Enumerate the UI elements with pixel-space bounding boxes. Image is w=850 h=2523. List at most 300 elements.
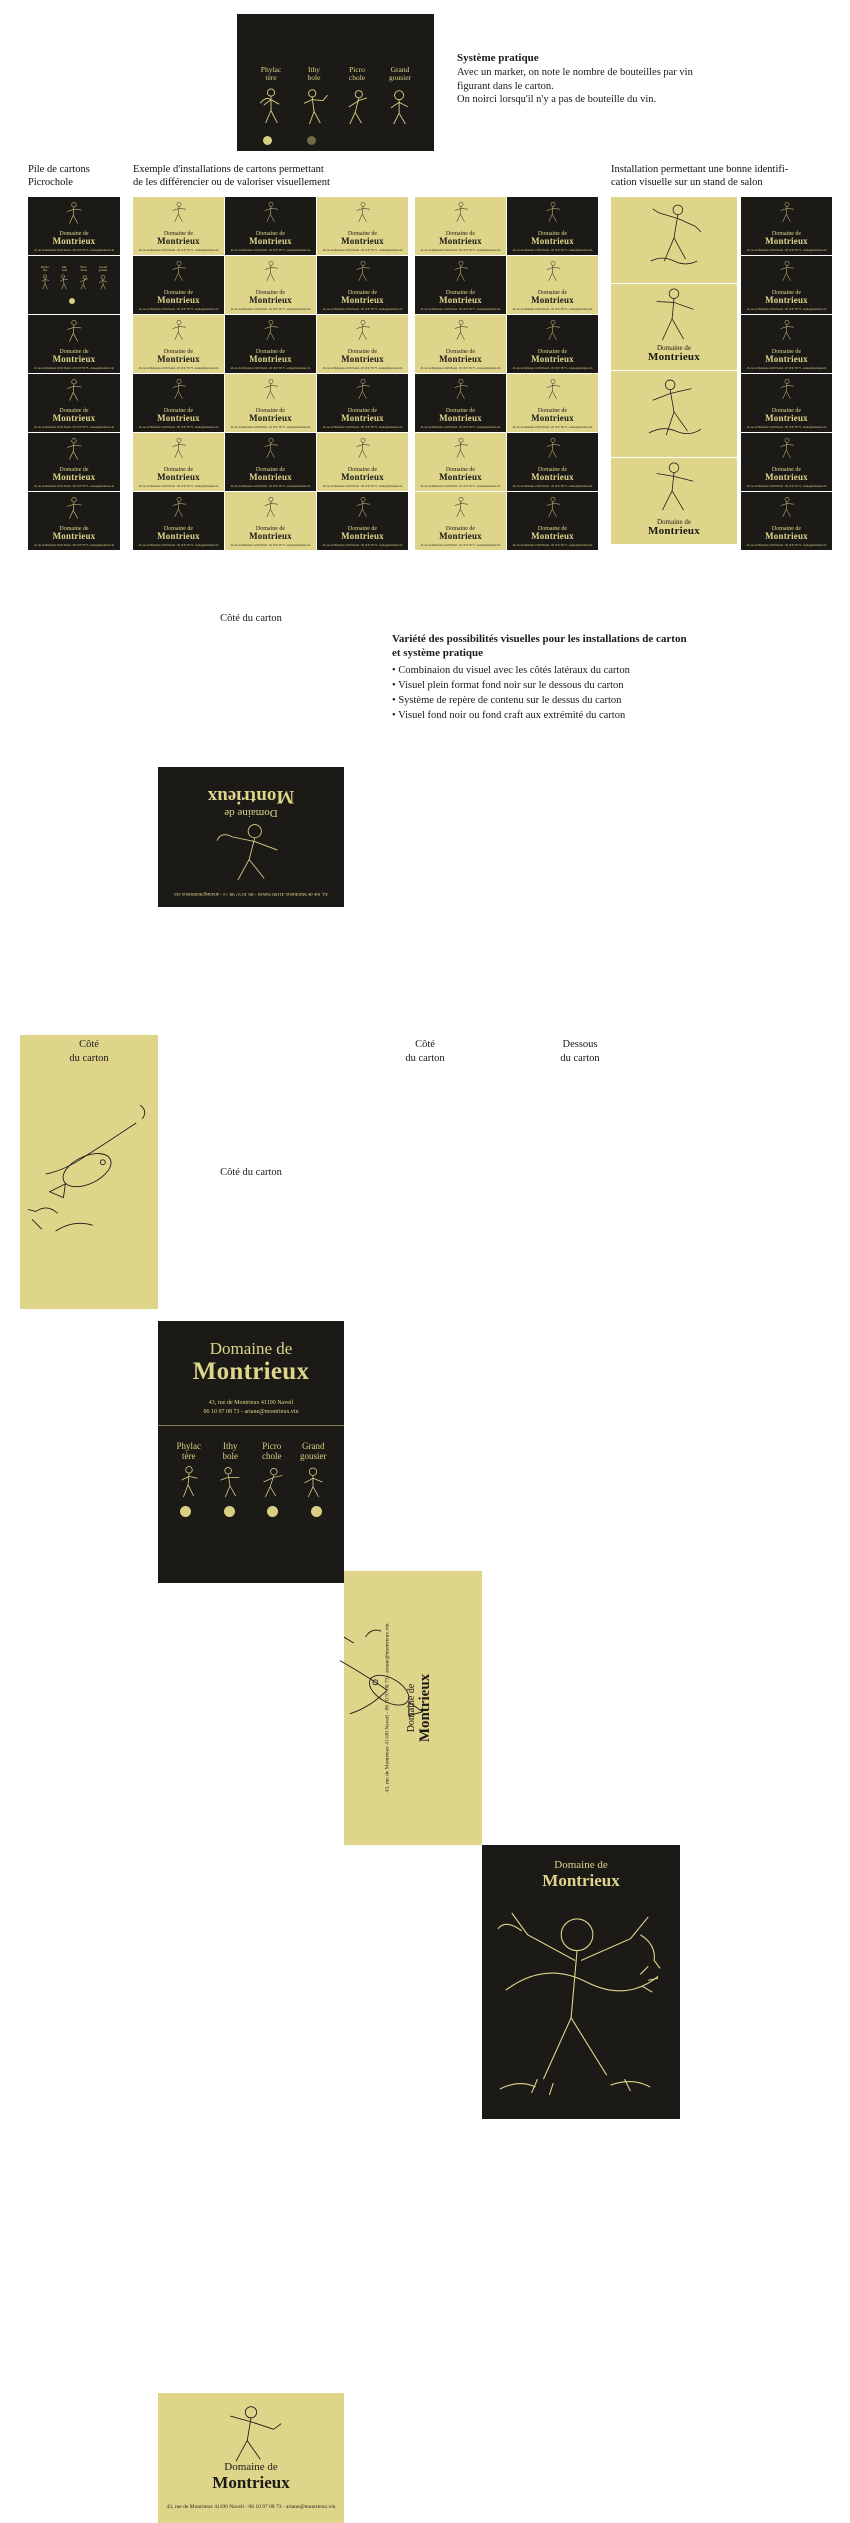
engraving-figure-icon — [165, 318, 193, 347]
cuvee-name-line2: gousier — [98, 268, 108, 273]
brand-prefix: Domaine de — [656, 518, 691, 527]
cuvee-item — [94, 266, 112, 296]
label-line2: du carton — [405, 1052, 445, 1064]
brand-name: Montrieux — [531, 236, 574, 247]
carton-address: 43, rue de Montrieux 41100 Naveil - 06 10 97 08 73 - ariane@montrieux.vin — [230, 484, 311, 488]
carton-address: 43, rue de Montrieux 41100 Naveil - 06 10 97 08 73 - ariane@montrieux.vin — [420, 425, 501, 429]
cuvee-item — [55, 266, 73, 296]
fill-dot[interactable] — [224, 1506, 235, 1517]
brand-prefix: Domaine de — [347, 467, 378, 474]
brand-prefix: Domaine de — [771, 349, 802, 356]
engraving-figure-icon — [256, 1464, 288, 1500]
carton-brand — [133, 526, 224, 542]
engraving-figure-icon — [349, 377, 377, 406]
carton-address: 43, rue de Montrieux 41100 Naveil - 06 10 97 08 73 - ariane@montrieux.vin — [166, 2503, 336, 2510]
carton-grid-b — [415, 197, 598, 550]
carton-brand — [415, 467, 506, 483]
carton-tile — [317, 256, 408, 314]
engraving-figure-icon — [297, 1464, 329, 1500]
carton-tile — [225, 256, 316, 314]
engraving-figure-icon — [539, 495, 567, 524]
fill-dot[interactable] — [267, 1506, 278, 1517]
carton-large-tile — [611, 197, 737, 283]
cuvee-item — [251, 1441, 293, 1500]
brand-name: Montrieux — [157, 295, 200, 306]
label-line2: du carton — [69, 1052, 109, 1064]
brand-name: Montrieux — [341, 354, 384, 365]
carton-address: 43, rue de Montrieux 41100 Naveil - 06 10 97 08 73 - ariane@montrieux.vin — [230, 366, 311, 370]
carton-side-panel-mid — [344, 1571, 482, 1845]
cuvee-item — [293, 1441, 335, 1500]
cuvee-name-line2: chole — [348, 73, 366, 82]
cuvee-item — [294, 66, 334, 127]
engraving-figure-icon — [349, 259, 377, 288]
brand-prefix: Domaine de — [255, 349, 286, 356]
carton-address: 43, rue de Montrieux 41100 Naveil - 06 10 97 08 73 - ariane@montrieux.vin — [230, 307, 311, 311]
brand-name: Montrieux — [439, 413, 482, 424]
brand-prefix: Domaine de — [445, 526, 476, 533]
engraving-figure-icon — [257, 377, 285, 406]
carton-brand — [28, 467, 120, 483]
installation-craft-column — [611, 197, 737, 544]
carton-tile — [507, 492, 598, 550]
carton-brand — [507, 290, 598, 306]
brand-name: Montrieux — [249, 236, 292, 247]
brand-prefix: Domaine de — [445, 290, 476, 297]
carton-brand — [133, 290, 224, 306]
engraving-figure-icon — [257, 436, 285, 465]
carton-address: 43, rue de Montrieux 41100 Naveil - 06 10 97 08 73 - ariane@montrieux.vin — [138, 248, 219, 252]
engraving-figure-icon — [539, 259, 567, 288]
carton-brand — [158, 2461, 344, 2493]
engraving-figure-icon — [257, 495, 285, 524]
carton-address: 43, rue de Montrieux 41100 Naveil - 06 10 97 08 73 - ariane@montrieux.vin — [230, 543, 311, 547]
carton-tile — [507, 433, 598, 491]
carton-front — [28, 374, 120, 432]
engraving-figure-icon — [56, 273, 72, 291]
carton-tile — [133, 197, 224, 255]
carton-tile — [415, 433, 506, 491]
carton-brand — [158, 1339, 344, 1385]
carton-brand — [507, 467, 598, 483]
carton-front — [28, 492, 120, 550]
brand-name: Montrieux — [52, 413, 96, 424]
brand-name: Montrieux — [249, 295, 292, 306]
carton-address: 43, rue de Montrieux 41100 Naveil - 06 10 97 08 73 - ariane@montrieux.vin — [230, 248, 311, 252]
brand-prefix: Domaine de — [59, 408, 89, 415]
carton-bottom-panel — [482, 1845, 680, 2119]
carton-address: 43, rue de Montrieux 41100 Naveil - 06 10 97 08 73 - ariane@montrieux.vin — [512, 543, 593, 547]
engraving-figure-icon — [645, 460, 703, 519]
brand-prefix: Domaine de — [771, 231, 802, 238]
brand-name: Montrieux — [439, 531, 482, 542]
carton-side-panel-left — [20, 1035, 158, 1309]
label-installation-salon — [611, 163, 841, 189]
brand-name: Montrieux — [531, 531, 574, 542]
engraving-figure-icon — [349, 318, 377, 347]
engraving-figure-icon — [773, 259, 801, 288]
carton-tile — [225, 492, 316, 550]
engraving-figure-icon — [447, 377, 475, 406]
cuvee-item — [36, 266, 54, 296]
carton-brand — [611, 345, 737, 364]
brand-prefix: Domaine de — [445, 467, 476, 474]
brand-prefix: Domaine de — [537, 290, 568, 297]
label-cote-du-carton-bottom: Côté du carton — [220, 1167, 282, 1178]
carton-brand — [317, 290, 408, 306]
cuvee-name-line1: Phylac — [176, 1441, 201, 1451]
brand-name: Montrieux — [52, 236, 96, 247]
brand-name: Montrieux — [439, 236, 482, 247]
carton-address: 43, rue de Montrieux 41100 Naveil - 06 10 97 08 73 - ariane@montrieux.vin — [420, 484, 501, 488]
variete-bullet: • Système de repère de contenu sur le dessus du carton — [392, 693, 792, 708]
carton-address: 43, rue de Montrieux 41100 Naveil - 06 10 97 08 73 - ariane@montrieux.vin — [420, 248, 501, 252]
fill-dot[interactable] — [307, 136, 316, 145]
cuvee-name-line2: chole — [262, 1451, 282, 1461]
engraving-figure-icon — [257, 318, 285, 347]
label-line1: Dessous — [562, 1039, 598, 1050]
carton-brand — [741, 408, 832, 424]
carton-address: 43, rue de Montrieux 41100 Naveil - 06 10 97 08 73 - ariane@montrieux.vin — [420, 307, 501, 311]
carton-front-panel — [158, 1321, 344, 1583]
fill-dots-row — [158, 1506, 344, 1517]
brand-name: Montrieux — [249, 354, 292, 365]
cuvee-name-line2: bole — [222, 1451, 238, 1461]
engraving-figure-icon — [447, 259, 475, 288]
brand-name: Montrieux — [531, 354, 574, 365]
brand-prefix: Domaine de — [163, 408, 194, 415]
carton-tile — [415, 315, 506, 373]
carton-brand — [225, 349, 316, 365]
installation-black-column — [741, 197, 832, 550]
carton-address: 43, rue de Montrieux 41100 Naveil - 06 10 97 08 73 - ariane@montrieux.vin — [138, 543, 219, 547]
fill-dot[interactable] — [263, 136, 272, 145]
variete-note — [392, 632, 792, 723]
variete-title-line2: et système pratique — [392, 647, 484, 659]
carton-address: 43, rue de Montrieux 41100 Naveil - 06 10 97 08 73 - ariane@montrieux.vin — [322, 366, 403, 370]
brand-prefix: Domaine de — [255, 231, 286, 238]
brand-name: Montrieux — [207, 786, 295, 807]
brand-prefix: Domaine de — [771, 290, 802, 297]
carton-brand — [415, 290, 506, 306]
cuvee-name-line1: Picro — [262, 1441, 282, 1451]
brand-name: Montrieux — [542, 1871, 620, 1890]
systeme-pratique-note — [457, 52, 787, 107]
label-cote-left — [20, 1038, 158, 1065]
engraving-figure-icon — [773, 318, 801, 347]
cuvee-name-line2: tère — [182, 1451, 196, 1461]
brand-name: Montrieux — [341, 413, 384, 424]
label-pile-de-cartons — [28, 163, 138, 189]
carton-tile — [317, 433, 408, 491]
brand-name: Montrieux — [765, 295, 808, 306]
engraving-figure-icon — [165, 377, 193, 406]
brand-name: Montrieux — [765, 236, 808, 247]
brand-prefix: Domaine de — [445, 231, 476, 238]
carton-address-rotated: 43, rue de Montrieux 41100 Naveil - 06 10 97 08 73 - ariane@montrieux.vin — [174, 891, 328, 896]
brand-name: Montrieux — [341, 531, 384, 542]
carton-address: 43, rue de Montrieux 41100 Naveil - 06 10 97 08 73 - ariane@montrieux.vin — [512, 248, 593, 252]
variete-bullet: • Combinaion du visuel avec les côtés latéraux du carton — [392, 663, 792, 678]
carton-brand — [225, 290, 316, 306]
variete-title-line1: Variété des possibilités visuelles pour les installations de carton — [392, 633, 687, 645]
cuvee-item — [75, 266, 93, 296]
brand-prefix: Domaine de — [255, 526, 286, 533]
carton-brand — [741, 349, 832, 365]
carton-flap-bottom — [158, 2393, 344, 2523]
variete-bullet: • Visuel fond noir ou fond craft aux extrémité du carton — [392, 708, 792, 723]
brand-name: Montrieux — [249, 472, 292, 483]
carton-brand — [507, 526, 598, 542]
carton-address: 43, rue de Montrieux 41100 Naveil - 06 10 97 08 73 - ariane@montrieux.vin — [512, 425, 593, 429]
brand-name: Montrieux — [157, 413, 200, 424]
top-preview-card — [237, 14, 434, 151]
carton-tile — [741, 374, 832, 432]
engraving-figure-icon — [213, 818, 289, 889]
brand-prefix: Domaine de — [771, 467, 802, 474]
brand-prefix: Domaine de — [163, 231, 194, 238]
carton-brand — [317, 349, 408, 365]
cuvee-name-line1: Picro — [349, 65, 365, 74]
carton-brand — [507, 408, 598, 424]
carton-front — [28, 315, 120, 373]
carton-tile — [225, 315, 316, 373]
carton-brand — [225, 467, 316, 483]
carton-brand — [225, 408, 316, 424]
carton-tile — [415, 374, 506, 432]
carton-brand — [507, 349, 598, 365]
brand-prefix: Domaine de — [537, 408, 568, 415]
carton-address: 43, rue de Montrieux 41100 Naveil - 06 10 97 08 73 - ariane@montrieux.vin — [322, 425, 403, 429]
brand-name: Montrieux — [249, 413, 292, 424]
carton-address: 43, rue de Montrieux 41100 Naveil - 06 10 97 08 73 - ariane@montrieux.vin — [322, 307, 403, 311]
brand-name: Montrieux — [531, 472, 574, 483]
engraving-figure-icon — [165, 436, 193, 465]
engraving-figure-icon — [59, 495, 89, 526]
carton-address — [158, 1399, 344, 1416]
brand-name: Montrieux — [341, 236, 384, 247]
brand-prefix: Domaine de — [163, 467, 194, 474]
brand-prefix: Domaine de — [537, 526, 568, 533]
brand-prefix: Domaine de — [347, 349, 378, 356]
carton-brand — [317, 467, 408, 483]
carton-tile — [133, 256, 224, 314]
carton-address: 43, rue de Montrieux 41100 Naveil - 06 10 97 08 73 - ariane@montrieux.vin — [34, 366, 114, 370]
engraving-figure-icon — [257, 200, 285, 229]
carton-tile — [507, 374, 598, 432]
brand-prefix: Domaine de — [59, 349, 89, 356]
brand-name: Montrieux — [416, 1673, 433, 1743]
engraving-figure-icon — [59, 436, 89, 467]
carton-address: 43, rue de Montrieux 41100 Naveil - 06 10 97 08 73 - ariane@montrieux.vin — [746, 425, 827, 429]
cuvee-name-line2: bole — [61, 268, 67, 273]
brand-prefix: Domaine de — [255, 290, 286, 297]
fill-dot[interactable] — [69, 298, 75, 304]
cuvee-name-line2: tère — [42, 268, 48, 273]
carton-brand — [133, 349, 224, 365]
carton-address: 43, rue de Montrieux 41100 Naveil - 06 10 97 08 73 - ariane@montrieux.vin — [746, 366, 827, 370]
brand-name: Montrieux — [157, 354, 200, 365]
brand-prefix: Domaine de — [255, 467, 286, 474]
engraving-figure-icon — [95, 273, 111, 291]
carton-tile — [741, 197, 832, 255]
carton-brand — [482, 1859, 680, 1891]
carton-top-with-markers — [28, 256, 120, 314]
carton-tile — [225, 197, 316, 255]
brand-name: Montrieux — [52, 531, 96, 542]
engraving-figure-icon — [214, 1464, 246, 1500]
brand-prefix: Domaine de — [537, 349, 568, 356]
carton-large-tile — [611, 371, 737, 457]
engraving-figure-icon — [539, 200, 567, 229]
fill-dot[interactable] — [180, 1506, 191, 1517]
systeme-pratique-line3: On noirci lorsqu'il n'y a pas de bouteille du vin. — [457, 94, 657, 105]
address-line1: 43, rue de Montrieux 41100 Naveil — [208, 1400, 294, 1406]
carton-tile — [317, 492, 408, 550]
brand-name: Montrieux — [648, 525, 700, 538]
carton-brand — [133, 408, 224, 424]
engraving-figure-icon — [773, 436, 801, 465]
engraving-figure-icon — [349, 495, 377, 524]
label-exemple-installations — [133, 163, 413, 189]
brand-name: Montrieux — [765, 531, 808, 542]
brand-name: Montrieux — [157, 236, 200, 247]
carton-address: 43, rue de Montrieux 41100 Naveil - 06 10 97 08 73 - ariane@montrieux.vin — [746, 307, 827, 311]
carton-flap-top — [158, 767, 344, 907]
carton-address: 43, rue de Montrieux 41100 Naveil - 06 10 97 08 73 - ariane@montrieux.vin — [138, 366, 219, 370]
brand-prefix: Domaine de — [209, 1339, 293, 1358]
carton-brand-rotated — [158, 785, 344, 819]
carton-tile — [225, 374, 316, 432]
engraving-figure-icon — [59, 318, 89, 349]
brand-prefix: Domaine de — [224, 807, 278, 819]
carton-cuvee-row — [28, 266, 120, 296]
brand-name: Montrieux — [439, 472, 482, 483]
carton-tile — [741, 433, 832, 491]
carton-tile — [415, 197, 506, 255]
label-line1: Pile de cartons — [28, 164, 90, 175]
pile-de-cartons-stack — [28, 197, 120, 551]
carton-brand — [415, 526, 506, 542]
cuvee-item — [210, 1441, 252, 1500]
carton-address: 43, rue de Montrieux 41100 Naveil - 06 10 97 08 73 - ariane@montrieux.vin — [138, 425, 219, 429]
brand-name: Montrieux — [157, 472, 200, 483]
carton-brand — [28, 231, 120, 247]
engraving-figure-icon — [76, 273, 92, 291]
variete-bullet-list — [392, 663, 792, 723]
carton-address: 43, rue de Montrieux 41100 Naveil - 06 10 97 08 73 - ariane@montrieux.vin — [34, 543, 114, 547]
carton-address: 43, rue de Montrieux 41100 Naveil - 06 10 97 08 73 - ariane@montrieux.vin — [420, 366, 501, 370]
brand-prefix: Domaine de — [255, 408, 286, 415]
label-line1: Côté — [79, 1039, 99, 1050]
cuvee-name-line2: gousier — [388, 73, 412, 82]
carton-brand — [317, 526, 408, 542]
engraving-figure-icon — [59, 377, 89, 408]
carton-brand — [28, 408, 120, 424]
carton-brand — [225, 231, 316, 247]
carton-tile — [317, 197, 408, 255]
engraving-figure-large-icon — [492, 1895, 670, 2113]
engraving-figure-icon — [253, 85, 289, 127]
cuvee-name-line1: Ithy — [307, 65, 321, 74]
label-line1: Exemple d'installations de cartons permettant — [133, 164, 324, 175]
carton-dots — [28, 298, 120, 304]
carton-tile — [507, 315, 598, 373]
cuvee-name-line2: chole — [80, 268, 87, 273]
carton-front — [28, 433, 120, 491]
carton-tile — [415, 492, 506, 550]
divider — [158, 1425, 344, 1426]
engraving-figure-icon — [382, 85, 418, 127]
carton-brand — [415, 408, 506, 424]
fill-dot[interactable] — [311, 1506, 322, 1517]
cuvee-name-line1: Ithy — [61, 265, 67, 269]
brand-prefix: Domaine de — [445, 349, 476, 356]
carton-brand — [741, 231, 832, 247]
cuvee-name-line1: Ithy — [223, 1441, 238, 1451]
engraving-figure-icon — [539, 318, 567, 347]
brand-name: Montrieux — [765, 472, 808, 483]
engraving-figure-icon — [59, 200, 89, 231]
cuvee-item — [251, 66, 291, 127]
brand-prefix: Domaine de — [347, 231, 378, 238]
brand-prefix: Domaine de — [59, 526, 89, 533]
carton-brand — [741, 526, 832, 542]
carton-address: 43, rue de Montrieux 41100 Naveil - 06 10 97 08 73 - ariane@montrieux.vin — [512, 307, 593, 311]
carton-tile — [507, 197, 598, 255]
carton-address: 43, rue de Montrieux 41100 Naveil - 06 10 97 08 73 - ariane@montrieux.vin — [746, 248, 827, 252]
engraving-figure-icon — [645, 201, 703, 270]
carton-brand — [415, 349, 506, 365]
brand-name: Montrieux — [341, 295, 384, 306]
carton-address: 43, rue de Montrieux 41100 Naveil - 06 10 97 08 73 - ariane@montrieux.vin — [34, 484, 114, 488]
systeme-pratique-title: Système pratique — [457, 52, 539, 64]
engraving-figure-icon — [539, 377, 567, 406]
carton-tile — [741, 256, 832, 314]
carton-tile — [415, 256, 506, 314]
carton-brand — [415, 231, 506, 247]
carton-address: 43, rue de Montrieux 41100 Naveil - 06 10 97 08 73 - ariane@montrieux.vin — [138, 484, 219, 488]
carton-grid-a — [133, 197, 408, 550]
carton-tile — [133, 433, 224, 491]
brand-prefix: Domaine de — [405, 1683, 417, 1733]
brand-name: Montrieux — [52, 472, 96, 483]
label-line2: du carton — [560, 1052, 600, 1064]
cuvee-name-line1: Grand — [302, 1441, 325, 1451]
cuvee-name-line1: Phylac — [260, 65, 282, 74]
brand-prefix: Domaine de — [771, 408, 802, 415]
carton-address: 43, rue de Montrieux 41100 Naveil - 06 10 97 08 73 - ariane@montrieux.vin — [322, 543, 403, 547]
engraving-figure-icon — [773, 377, 801, 406]
brand-name: Montrieux — [157, 531, 200, 542]
carton-tile — [317, 374, 408, 432]
engraving-figure-icon — [349, 436, 377, 465]
brand-prefix: Domaine de — [537, 231, 568, 238]
engraving-fish-icon — [336, 1621, 454, 1784]
brand-prefix: Domaine de — [224, 2461, 278, 2473]
brand-prefix: Domaine de — [771, 526, 802, 533]
brand-prefix: Domaine de — [347, 290, 378, 297]
brand-name: Montrieux — [52, 354, 96, 365]
engraving-figure-icon — [447, 200, 475, 229]
cuvee-name-line1: Grand — [390, 65, 410, 74]
brand-name: Montrieux — [765, 413, 808, 424]
engraving-figure-icon — [339, 85, 375, 127]
engraving-figure-icon — [165, 495, 193, 524]
brand-prefix: Domaine de — [656, 344, 691, 353]
engraving-fish-icon — [26, 1093, 154, 1266]
carton-address: 43, rue de Montrieux 41100 Naveil - 06 10 97 08 73 - ariane@montrieux.vin — [746, 543, 827, 547]
